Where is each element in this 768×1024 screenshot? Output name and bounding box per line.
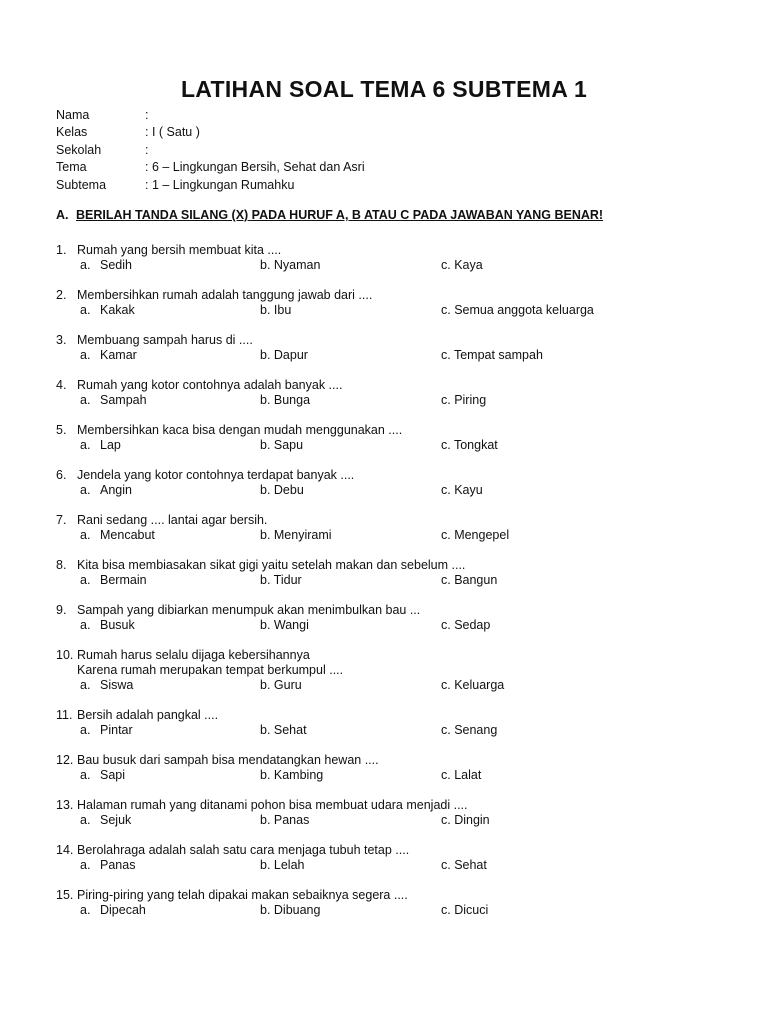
option-a-text: Mencabut: [100, 527, 155, 542]
option-b: b. Lelah: [260, 857, 305, 872]
question-item: [56, 512, 509, 542]
option-a: [56, 483, 260, 497]
page-title: LATIHAN SOAL TEMA 6 SUBTEMA 1: [180, 76, 588, 102]
question-item: [56, 332, 543, 362]
question-line: [56, 752, 481, 767]
question-item: [56, 842, 487, 872]
question-line: [56, 467, 483, 482]
question-number: 11.: [56, 707, 73, 722]
question-item: [56, 647, 504, 692]
option-a: [56, 723, 260, 737]
question-number: 5.: [56, 422, 67, 437]
option-b: b. Ibu: [260, 302, 292, 317]
question-text: Membersihkan rumah adalah tanggung jawab dari ....: [77, 287, 373, 302]
option-a: [56, 348, 260, 362]
question-number: 4.: [56, 377, 67, 392]
answer-options: [56, 677, 504, 692]
option-c: c. Tempat sampah: [441, 347, 543, 362]
question-number: 3.: [56, 332, 67, 347]
question-line: [56, 647, 504, 662]
option-a-text: Pintar: [100, 722, 133, 737]
option-c: c. Bangun: [441, 572, 498, 587]
option-a-text: Angin: [100, 482, 132, 497]
option-b: b. Sapu: [260, 437, 304, 452]
answer-options: [56, 257, 483, 272]
answer-options: [56, 302, 594, 317]
option-a-letter: a.: [80, 812, 91, 827]
info-row-nama: [56, 106, 365, 124]
option-b: b. Dapur: [260, 347, 308, 362]
question-text: Rumah yang kotor contohnya adalah banyak ....: [77, 377, 343, 392]
question-line: [56, 842, 487, 857]
question-item: [56, 377, 486, 407]
question-number: 10.: [56, 647, 74, 662]
option-a-letter: a.: [80, 617, 91, 632]
answer-options: [56, 572, 497, 587]
option-a-letter: a.: [80, 257, 91, 272]
info-value: :: [145, 142, 149, 157]
option-c: c. Semua anggota keluarga: [441, 302, 594, 317]
identity-block: [56, 106, 365, 194]
option-c: c. Lalat: [441, 767, 482, 782]
option-a-letter: a.: [80, 527, 91, 542]
question-text: Rani sedang .... lantai agar bersih.: [77, 512, 268, 527]
option-a: [56, 573, 260, 587]
question-number: 14.: [56, 842, 74, 857]
question-text: Kita bisa membiasakan sikat gigi yaitu setelah makan dan sebelum ....: [77, 557, 466, 572]
option-a-text: Kakak: [100, 302, 135, 317]
answer-options: [56, 527, 509, 542]
question-text: Rumah yang bersih membuat kita ....: [77, 242, 282, 257]
question-line: [56, 287, 594, 302]
question-text: Membuang sampah harus di ....: [77, 332, 253, 347]
option-c: c. Dingin: [441, 812, 490, 827]
info-value: : I ( Satu ): [145, 125, 200, 140]
answer-options: [56, 617, 490, 632]
question-line: [56, 602, 490, 617]
question-text: Membersihkan kaca bisa dengan mudah menggunakan ....: [77, 422, 403, 437]
option-b: b. Wangi: [260, 617, 309, 632]
option-a: [56, 528, 260, 542]
option-a: [56, 438, 260, 452]
option-a: [56, 678, 260, 692]
question-text: Bersih adalah pangkal ....: [77, 707, 219, 722]
option-c: c. Dicuci: [441, 902, 489, 917]
option-a-text: Lap: [100, 437, 121, 452]
question-number: 2.: [56, 287, 67, 302]
option-a-letter: a.: [80, 482, 91, 497]
option-a-text: Kamar: [100, 347, 137, 362]
question-number: 1.: [56, 242, 67, 257]
question-text-continued: Karena rumah merupakan tempat berkumpul ....: [77, 662, 344, 677]
question-text: Halaman rumah yang ditanami pohon bisa membuat udara menjadi ....: [77, 797, 468, 812]
option-a: [56, 858, 260, 872]
question-item: [56, 707, 497, 737]
option-c: c. Mengepel: [441, 527, 510, 542]
section-heading: [56, 208, 603, 222]
question-number: 13.: [56, 797, 74, 812]
question-line: [56, 422, 498, 437]
question-text: Piring-piring yang telah dipakai makan sebaiknya segera ....: [77, 887, 408, 902]
question-line: [56, 512, 509, 527]
answer-options: [56, 812, 490, 827]
question-item: [56, 422, 498, 452]
section-letter: A.: [56, 208, 69, 222]
option-a-letter: a.: [80, 767, 91, 782]
answer-options: [56, 857, 487, 872]
info-row-tema: [56, 159, 365, 177]
option-a-text: Sampah: [100, 392, 147, 407]
option-b: b. Panas: [260, 812, 310, 827]
question-text: Rumah harus selalu dijaga kebersihannya: [77, 647, 310, 662]
option-a-text: Dipecah: [100, 902, 146, 917]
option-a: [56, 303, 260, 317]
info-value: : 1 – Lingkungan Rumahku: [145, 177, 295, 192]
option-a-letter: a.: [80, 302, 91, 317]
option-c: c. Kaya: [441, 257, 483, 272]
option-a-letter: a.: [80, 347, 91, 362]
answer-options: [56, 902, 488, 917]
question-number: 9.: [56, 602, 67, 617]
option-c: c. Tongkat: [441, 437, 498, 452]
option-b: b. Dibuang: [260, 902, 321, 917]
option-a-text: Bermain: [100, 572, 147, 587]
option-c: c. Senang: [441, 722, 498, 737]
option-a-letter: a.: [80, 677, 91, 692]
option-a: [56, 903, 260, 917]
question-item: [56, 287, 594, 317]
info-value: : 6 – Lingkungan Bersih, Sehat dan Asri: [145, 160, 365, 175]
question-item: [56, 602, 490, 632]
option-c: c. Sehat: [441, 857, 487, 872]
option-a-text: Sejuk: [100, 812, 132, 827]
answer-options: [56, 347, 543, 362]
option-a: [56, 768, 260, 782]
info-row-sekolah: [56, 141, 365, 159]
option-a-letter: a.: [80, 437, 91, 452]
question-line: [56, 797, 490, 812]
option-b: b. Bunga: [260, 392, 311, 407]
option-c: c. Sedap: [441, 617, 491, 632]
question-text: Jendela yang kotor contohnya terdapat banyak ....: [77, 467, 355, 482]
info-value: :: [145, 107, 149, 122]
question-item: [56, 797, 490, 827]
option-a: [56, 393, 260, 407]
question-line: [56, 377, 486, 392]
info-label: Subtema: [56, 177, 107, 192]
option-c: c. Piring: [441, 392, 487, 407]
question-item: [56, 752, 481, 782]
question-item: [56, 242, 483, 272]
option-c: c. Keluarga: [441, 677, 505, 692]
answer-options: [56, 767, 481, 782]
question-line: [56, 707, 497, 722]
option-b: b. Nyaman: [260, 257, 321, 272]
question-item: [56, 557, 497, 587]
option-a-letter: a.: [80, 857, 91, 872]
answer-options: [56, 437, 498, 452]
question-number: 6.: [56, 467, 67, 482]
answer-options: [56, 722, 497, 737]
option-a-text: Busuk: [100, 617, 135, 632]
option-a-letter: a.: [80, 902, 91, 917]
info-label: Tema: [56, 160, 87, 175]
option-a-text: Siswa: [100, 677, 134, 692]
info-label: Nama: [56, 107, 90, 122]
question-number: 15.: [56, 887, 74, 902]
option-a: [56, 258, 260, 272]
option-a-text: Panas: [100, 857, 136, 872]
answer-options: [56, 482, 483, 497]
option-b: b. Sehat: [260, 722, 307, 737]
info-label: Kelas: [56, 125, 88, 140]
option-b: b. Tidur: [260, 572, 302, 587]
info-label: Sekolah: [56, 142, 102, 157]
question-item: [56, 467, 483, 497]
question-text: Sampah yang dibiarkan menumpuk akan menimbulkan bau ...: [77, 602, 421, 617]
question-line: [56, 557, 497, 572]
question-number: 7.: [56, 512, 67, 527]
question-line: [56, 887, 488, 902]
option-a-text: Sedih: [100, 257, 132, 272]
question-number: 12.: [56, 752, 74, 767]
option-a-letter: a.: [80, 572, 91, 587]
section-instruction: BERILAH TANDA SILANG (X) PADA HURUF A, B ATAU C PADA JAWABAN YANG BENAR!: [76, 208, 604, 222]
question-text: Bau busuk dari sampah bisa mendatangkan hewan ....: [77, 752, 379, 767]
option-a-text: Sapi: [100, 767, 126, 782]
option-a: [56, 618, 260, 632]
option-c: c. Kayu: [441, 482, 483, 497]
option-b: b. Menyirami: [260, 527, 332, 542]
option-a-letter: a.: [80, 392, 91, 407]
question-number: 8.: [56, 557, 67, 572]
question-line: [56, 242, 483, 257]
answer-options: [56, 392, 486, 407]
question-line: [56, 332, 543, 347]
option-b: b. Kambing: [260, 767, 324, 782]
info-row-subtema: [56, 176, 365, 194]
question-text: Berolahraga adalah salah satu cara menjaga tubuh tetap ....: [77, 842, 410, 857]
option-b: b. Guru: [260, 677, 302, 692]
option-a: [56, 813, 260, 827]
option-b: b. Debu: [260, 482, 304, 497]
question-item: [56, 887, 488, 917]
option-a-letter: a.: [80, 722, 91, 737]
info-row-kelas: [56, 124, 365, 142]
